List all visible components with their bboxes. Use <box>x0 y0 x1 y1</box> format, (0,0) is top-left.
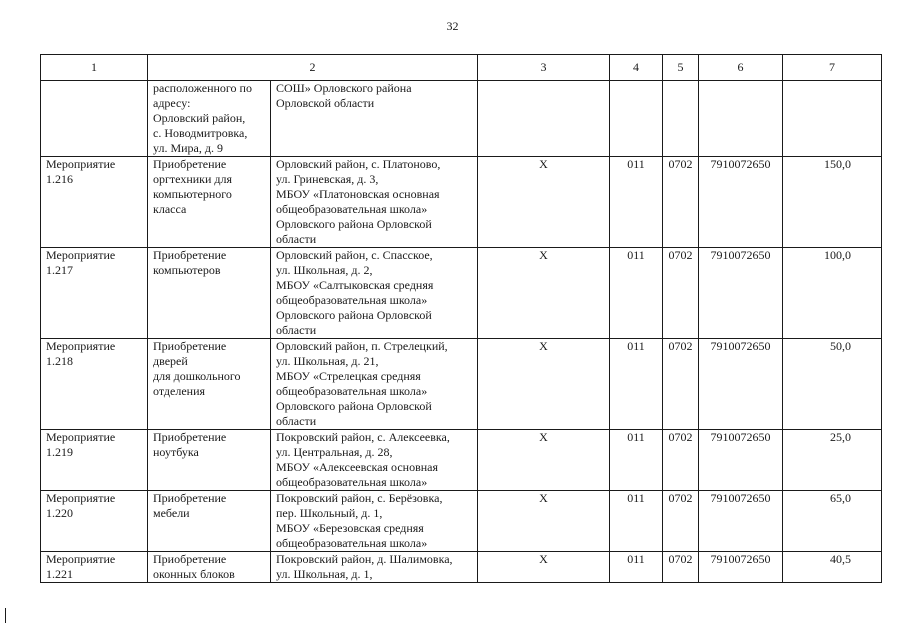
table-row <box>41 339 882 430</box>
cell-description: Приобретение компьютеров <box>148 248 271 339</box>
cell-description: Приобретение дверей для дошкольного отделения <box>148 339 271 430</box>
cell-col-7: 50,0 <box>783 339 882 430</box>
cell-measure: Мероприятие 1.218 <box>41 339 148 430</box>
cell-col-3 <box>478 81 610 157</box>
cell-col-7: 100,0 <box>783 248 882 339</box>
cell-measure: Мероприятие 1.216 <box>41 157 148 248</box>
table-row <box>41 81 882 157</box>
cell-col-4: 011 <box>610 157 663 248</box>
cell-col-6 <box>699 81 783 157</box>
cell-col-3: Х <box>478 339 610 430</box>
cell-col-3: Х <box>478 430 610 491</box>
cell-col-6: 7910072650 <box>699 552 783 583</box>
budget-table <box>40 54 882 583</box>
header-col-7: 7 <box>783 55 882 81</box>
cell-description: Приобретение ноутбука <box>148 430 271 491</box>
cell-col-7: 40,5 <box>783 552 882 583</box>
cell-col-7 <box>783 81 882 157</box>
cell-measure: Мероприятие 1.220 <box>41 491 148 552</box>
cell-col-5: 0702 <box>663 491 699 552</box>
cell-address: Покровский район, с. Алексеевка, ул. Центральная, д. 28, МБОУ «Алексеевская основная общеобразовательная школа» <box>271 430 478 491</box>
cell-col-6: 7910072650 <box>699 491 783 552</box>
cell-address: Покровский район, с. Берёзовка, пер. Школьный, д. 1, МБОУ «Березовская средняя общеобразовательная школа» <box>271 491 478 552</box>
cell-col-6: 7910072650 <box>699 248 783 339</box>
cell-address: Орловский район, с. Платоново, ул. Гриневская, д. 3, МБОУ «Платоновская основная общеобразовательная школа» Орловского района Орловской области <box>271 157 478 248</box>
cell-col-3: Х <box>478 491 610 552</box>
cell-col-4: 011 <box>610 552 663 583</box>
page-number: 32 <box>446 19 459 33</box>
cell-col-4: 011 <box>610 248 663 339</box>
header-col-2: 2 <box>148 55 478 81</box>
header-col-1: 1 <box>41 55 148 81</box>
table-row <box>41 430 882 491</box>
table-row <box>41 552 882 583</box>
cell-col-5: 0702 <box>663 430 699 491</box>
cell-col-3: Х <box>478 157 610 248</box>
table-row <box>41 491 882 552</box>
cell-col-4 <box>610 81 663 157</box>
cell-col-7: 150,0 <box>783 157 882 248</box>
cell-address: Орловский район, п. Стрелецкий, ул. Школьная, д. 21, МБОУ «Стрелецкая средняя общеобразовательная школа» Орловского района Орловской области <box>271 339 478 430</box>
cell-col-5: 0702 <box>663 339 699 430</box>
header-col-6: 6 <box>699 55 783 81</box>
cell-address: Орловский район, с. Спасское, ул. Школьная, д. 2, МБОУ «Салтыковская средняя общеобразовательная школа» Орловского района Орловской области <box>271 248 478 339</box>
cell-measure: Мероприятие 1.219 <box>41 430 148 491</box>
cell-measure: Мероприятие 1.217 <box>41 248 148 339</box>
cell-description: расположенного по адресу: Орловский район, с. Новодмитровка, ул. Мира, д. 9 <box>148 81 271 157</box>
cell-col-5: 0702 <box>663 552 699 583</box>
cell-col-4: 011 <box>610 430 663 491</box>
header-col-3: 3 <box>478 55 610 81</box>
table-header <box>41 55 882 81</box>
table-row <box>41 248 882 339</box>
table-row <box>41 157 882 248</box>
cell-col-6: 7910072650 <box>699 157 783 248</box>
cell-col-5: 0702 <box>663 248 699 339</box>
cell-address: Покровский район, д. Шалимовка, ул. Школьная, д. 1, <box>271 552 478 583</box>
cell-col-5 <box>663 81 699 157</box>
margin-mark <box>5 608 6 623</box>
cell-col-5: 0702 <box>663 157 699 248</box>
cell-description: Приобретение оргтехники для компьютерного класса <box>148 157 271 248</box>
cell-col-7: 65,0 <box>783 491 882 552</box>
header-row <box>41 55 882 81</box>
cell-col-3: Х <box>478 248 610 339</box>
header-col-5: 5 <box>663 55 699 81</box>
table-body <box>41 81 882 583</box>
cell-col-4: 011 <box>610 339 663 430</box>
header-col-4: 4 <box>610 55 663 81</box>
cell-description: Приобретение мебели <box>148 491 271 552</box>
cell-col-6: 7910072650 <box>699 339 783 430</box>
cell-col-7: 25,0 <box>783 430 882 491</box>
cell-description: Приобретение оконных блоков <box>148 552 271 583</box>
cell-col-3: Х <box>478 552 610 583</box>
cell-address: СОШ» Орловского района Орловской области <box>271 81 478 157</box>
cell-col-4: 011 <box>610 491 663 552</box>
cell-measure: Мероприятие 1.221 <box>41 552 148 583</box>
cell-col-6: 7910072650 <box>699 430 783 491</box>
cell-measure <box>41 81 148 157</box>
